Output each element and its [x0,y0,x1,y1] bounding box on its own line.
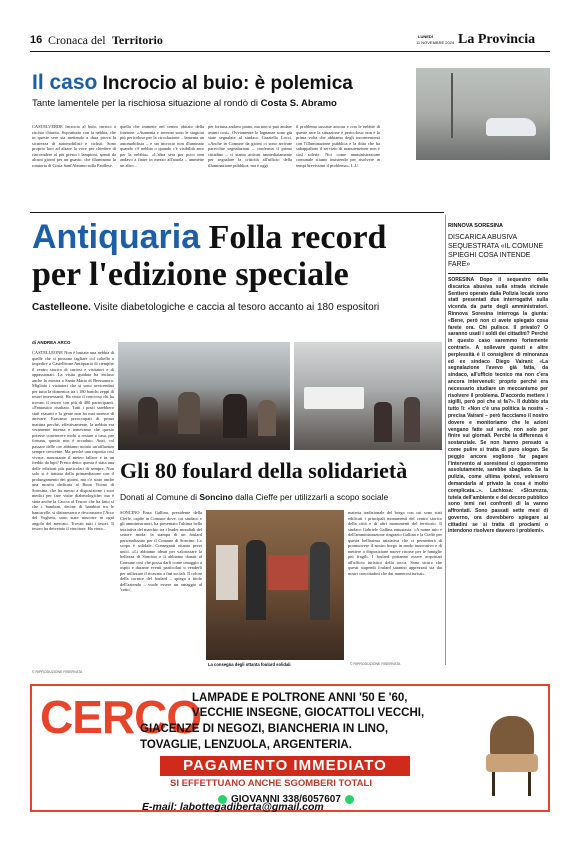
section-prefix: Cronaca del [48,33,106,47]
article1-col2: quella che immette nel centro abitato della frazione. «Aumenta e inverno sono le stagioni più pericolose per la circolazione – lamenta un automobilista – e un incrocio non illuminato quando c'è nebbia o quando c'è visibilità zero per la nebbia». «L'altra sera per poco non andavo a finire in mezzo all'aiuola – ammette un altro – [120,124,204,168]
sidebar-vertical-rule [445,215,446,665]
header-rule [30,51,550,52]
page-number: 16 [30,34,43,46]
article1-col1: CASTELVERDE Incrocio al buio, incroci a rischio chiarito. Soprattutto con la nebbia, che in queste sere sta mettendo a dura prova la sicurezza di automobilisti e ciclisti. Sono proprio loro ad alzare la voce per chiedere di riaccendere al più presto i lampioni, spenti da alcuni giorni per un guasto, che illuminano la rotatoria di Costa Sant'Abramo sulla Paullese, [32,124,116,168]
ad-line5: SI EFFETTUANO ANCHE SGOMBERI TOTALI [170,778,372,789]
article2-subhead: Visite diabetologiche e caccia al tesoro accanto ai 180 espositori [93,302,380,313]
article-foulard [118,458,444,678]
article1-headline: Incrocio al buio: è polemica [102,73,353,94]
sidebar-body: SORESINA Dopo il sequestro della discarica abusiva sulla strada vicinale Sentiero operato dalla Polizia locale sono stati presentati due interrogativi sulla vicenda da parte degli amministratori. Rinnova Soresina interroga la giunta: «Bene, però non ci avete spiegato cosa farete ora. Chi pulisce. Il privato? O saranno usati i soldi dei cittadini? Perché in questo caso saremmo fortemente contrari». A sollevare questi e altre perplessità è il consigliere di minoranza ed ex sindaco Diego Vairani: «La segnalazione l'avevo già fatta, da sindaco, all'ufficio tecnico ma non c'era ancora intervenuti: proprio perché era necessario studiare un meccanismo per risolvere il problema. D'accordo mettere i sigilli, però poi che si fa?». Il dubbio sta tutto lì: «Non c'è una politica la nostra – precisa Vairani – però faccciamo il nostro dovere e monitoriamo che le azioni vengano fatte sul serio, non solo per finire sui giornali. Perché la differenza è sostanziale. Se non hanno pensato a come pulire si tratta di puro slogan. Se peggio ancora vogliono far pagare l'intervento ai soresinesi ci opporremmo assolutamente, sarebbe sbagliato. Se la pulizia, come ultima ipotesi, volessero demandarla al privato la cosa è molto complicata...». Lachiosa: «Sicurezza, tutela dell'ambiente e del decoro pubblico sono temi nei confronti di la vanno affrontati. Sono passati sette mesi di governo, ora dovrebbero spiegare ai cittadini se si tratta di proclami o intendono risolvere davvero i problemi». [448,277,548,535]
article1-col4: il problema sussiste ancora e con le nebbie di queste sere la situazione è pericolosa: non è la prima volta che abbiamo degli inconvenienti con l'illuminazione pubblica e la ditta che ha subappaltato il servizio di manutenzione non è così solerte. Noi come amministrazione comunale stiamo insistendo per risolvere in tempi brevissimi il problema». L.U. [296,124,380,168]
article2-photo-right [294,342,442,450]
header-day: LUNEDÌ [418,34,433,39]
article2-byline: di ANDREA ARCO [32,340,71,345]
ad-chair-image [482,716,542,804]
sidebar-box [448,215,550,665]
article2-headline-rest: Folla record [208,219,387,256]
header-date: 11 NOVEMBRE 2024 [416,40,455,45]
advertisement [30,684,550,812]
whatsapp-icon-2 [345,795,354,804]
ad-email[interactable]: E-mail: labottegadiberta@gmail.com [142,801,324,813]
section-name: Territorio [112,33,163,47]
article1-kicker: Il caso [32,71,98,94]
car-shape [486,118,536,136]
article3-photo-caption: La consegna degli ottanta foulard solidali [208,662,291,667]
article3-col3: materia tradizionale del borgo con cui sono stati edificati i principali monumenti del centro storico della città e di altri monumenti del territorio. Il sindaco Gabriele Gallina entusiasta: «A nome mio e dell'amministrazione ringrazio Gallina e la Cieffe per questa bellissima iniziativa che ci permetterà di promuovere il nostro borgo in modo innovativo e di mettere a disposizione nuove risorse per le famiglie più fragili. I foulard potranno essere acquistati all'ufficio turistico della rocca. Sono sicuro che questi stupendi foulard saranno apprezzati sia dai nostri concittadini che dai numerosi turisti». [348,510,442,576]
article3-credit: © RIPRODUZIONE RISERVATA [350,662,401,666]
masthead: La Provincia [458,32,536,47]
article1-photo [416,68,550,160]
article2-credit: © RIPRODUZIONE RISERVATA [32,670,83,674]
sidebar-kicker: RINNOVA SORESINA [448,223,504,229]
article3-headline: Gli 80 foulard della solidarietà [120,458,408,483]
article3-subhead: Donati al Comune di [120,492,198,502]
ad-phone: GIOVANNI 338/6057607 [231,793,341,805]
article2-subhead-place: Castelleone. [32,302,91,313]
article1-subhead: Tante lamentele per la rischiosa situazione al rondò di [32,98,259,109]
article-antiquaria [30,218,450,318]
article3-subhead-place: Soncino [199,492,233,502]
article1-subhead-place: Costa S. Abramo [260,98,337,109]
ad-line1: LAMPADE E POLTRONE ANNI '50 E '60, [192,692,408,704]
ad-line4: TOVAGLIE, LENZUOLA, ARGENTERIA. [140,739,352,751]
article1-col3: per fortuna andavo piano, ma non si può andare avanti così». Ovviamente le lagnanze sono già state segnalate al sindaco Graziella Locci. «Anche in Comune da giorni ci sono arrivate parecchie segnalazioni – conferma il primo cittadino – ci siamo attivati immediatamente per segnalare la criticità all'ufficio della illuminazione pubblica, ma è oggi [208,124,292,168]
article2-headline-word1: Antiquaria [32,218,201,256]
ad-line2: VECCHIE INSEGNE, GIOCATTOLI VECCHI, [192,707,425,719]
article3-col1: SONCINO Enza Gallina, presidente della Cieffe, ospite in Comune dove, coi sindaco e gli amministratori, ha presentato l'ultima bella iniziativa del marchio tra i leader mondiali del settore moda: la stampa di un foulard personalizzato per il Comune di Soncino. Lo scopo è solidale. Consegnati ottanta pezzi unici. «Li abbiamo ideati per valorizzare la bellezza di Soncino e li abbiamo donati al Comune così che possa darli come omaggio a ospiti e durante eventi particolari o venderli per utilizzare il ricavato a fini sociali. Il colore della cornice del foulard – spiega a titolo dell'azienda – vuole essere un omaggio al 'cotto', [120,510,202,592]
article3-photo [206,510,344,660]
ad-line3: GIACENZE DI NEGOZI, BIANCHERIA IN LINO, [140,723,389,735]
ad-banner: PAGAMENTO IMMEDIATO [160,756,410,776]
pole-shape [451,73,453,138]
divider-1 [30,212,444,213]
article2-headline-line2: per l'edizione speciale [32,256,349,293]
article3-subhead-suffix: dalla Cieffe per utilizzarli a scopo sociale [235,492,389,502]
page-header [30,30,550,50]
ad-big-word: CERCO [40,691,202,743]
article-incrocio [30,60,550,210]
article2-col1: CASTELLEONE Non è bastata una nebbia di quelle che si possono tagliare col coltello a impedire a Castelleone Antiquaria di riempire il centro storico di curiosi e visitatori e di appassionati. La visita guidata ha incluso anche la mostra a Santa Maria di Bressanoro. Migliaia i visitatori che si sono avvicendati per tutta la domenica tra i 180 banchi zeppi di tesori interessanti. Ha vinto il concorso chi ha trovato il tesoro con più di 400 partecipanti. «Fantastico risultato. Tutti i posti sarebbero stati esauriti e la gente non ha mai smesso di arrivare. Eravamo preoccupati di prima mattina perché, effettivamente, la nebbia era veramente intensa e temevamo che questo potesse convincere molti a restare a casa, per fortuna, questo non è accaduto. Anzi, col passare delle ore abbiamo notato un'affluenza sempre crescente. Ma perché una risposta così vivace, nonostante il meteo fallace e in un freddo da lupi? Presto detto: questa è stata una delle edizioni più particolari di sempre. Non solo si è trattato della primaedizione con il prolungamento dei giorni, ma c'è stato anche una mostra dedicata al Buon Vicino di Soresina, che ha messo a disposizione i suoi medici per fare visite diabetologiche; ma è stata anche la Caccia al Tesoro che ha fatto sì che i bambini, decine di bambini tra le bancarelle, si distraessero e decorassero l'Arco del Voghera, sono state nascoste in ogni angolo del mercato. Trovati tutti i tesori. Il tesoro ha decretato il vincitore. Ha vinto... [32,350,114,531]
sidebar-title: DISCARICA ABUSIVA SEQUESTRATA «IL COMUNE SPIEGHI COSA INTENDE FARE» [448,234,544,268]
article2-photo-main [118,342,290,450]
sidebar-rule [448,273,548,274]
